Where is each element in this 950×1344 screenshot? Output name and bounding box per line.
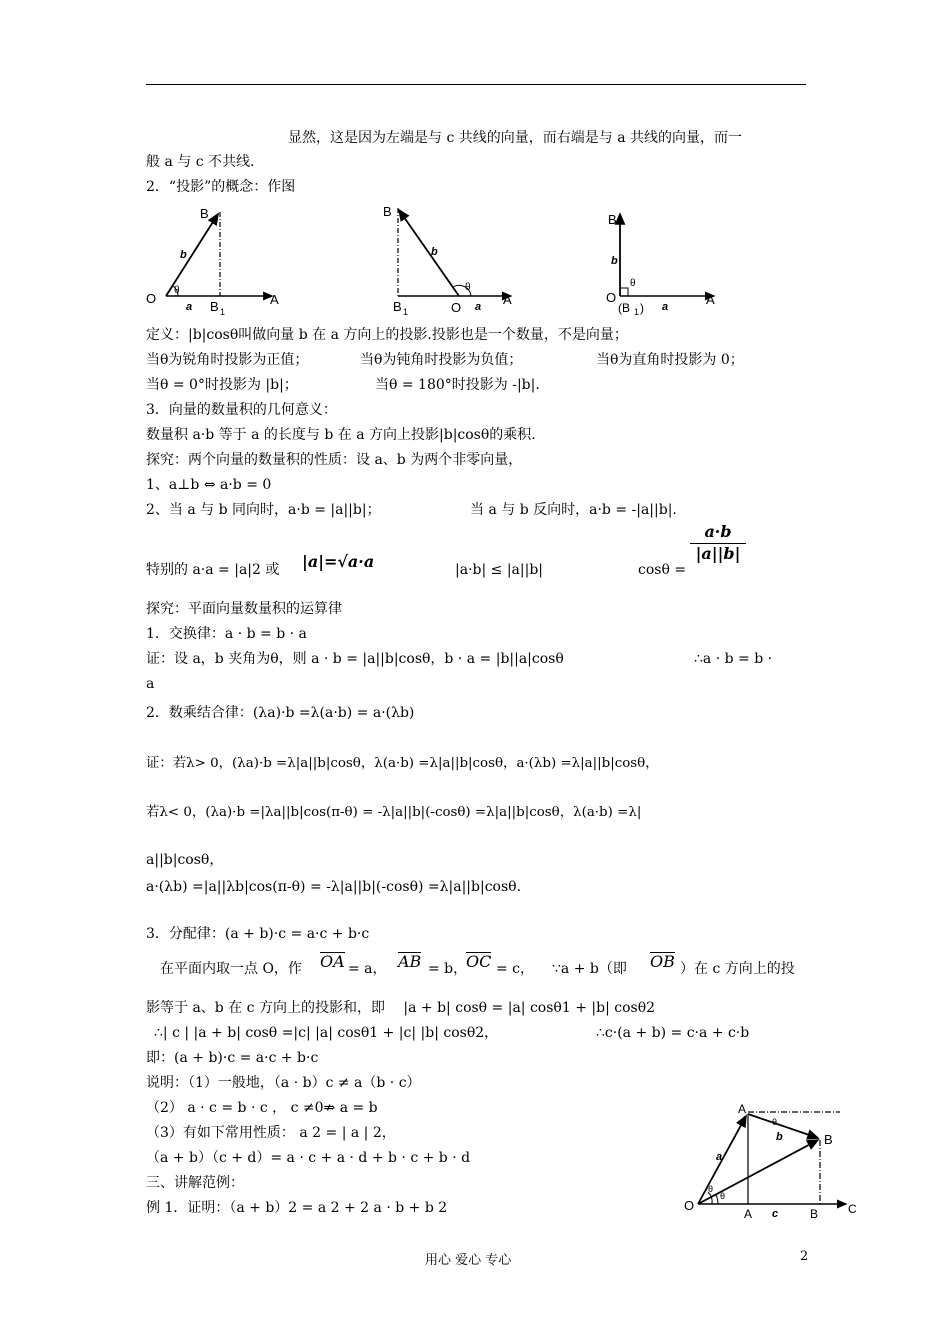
- text-line: 般 a 与 c 不共线.: [146, 154, 255, 170]
- text-line: 3．分配律：(a + b)·c = a·c + b·c: [146, 926, 370, 942]
- label-B1-close: ): [640, 301, 644, 315]
- text-line: = a，: [348, 961, 387, 977]
- text-line: 若λ< 0，(λa)·b =|λa||b|cos(π-θ) = -λ|a||b|(-cosθ) =λ|a||b|cosθ，λ(a·b) =λ|: [146, 805, 642, 820]
- section-heading: 3．向量的数量积的几何意义：: [146, 402, 337, 418]
- text-line: cosθ =: [638, 562, 687, 578]
- projection-figure-acute: [140, 200, 290, 320]
- vector-AB: AB: [398, 952, 422, 971]
- label-B1: B: [393, 299, 402, 314]
- text-line: ∴c·(a + b) = c·a + c·b: [596, 1025, 750, 1041]
- text-line: 证：若λ> 0，(λa)·b =λ|a||b|cosθ，λ(a·b) =λ|a||b|cosθ，a·(λb) =λ|a||b|cosθ，: [146, 756, 659, 771]
- label-B: B: [824, 1132, 833, 1147]
- text-line: 探究：两个向量的数量积的性质：设 a、b 为两个非零向量，: [146, 452, 523, 468]
- formula-cos-fraction: [690, 522, 746, 563]
- text-line: ）在 c 方向上的投: [680, 961, 795, 977]
- label-theta: θ: [174, 285, 180, 296]
- text-line: 当 a 与 b 反向时，a·b = -|a||b|.: [470, 502, 677, 518]
- text-line: 当θ = 0°时投影为 |b|；: [146, 377, 298, 393]
- projection-figure-right: [600, 200, 730, 320]
- page-number: 2: [800, 1249, 809, 1264]
- section-heading: 2．“投影”的概念：作图: [146, 179, 296, 195]
- text-line: 在平面内取一点 O，作: [160, 961, 302, 977]
- label-a: a: [716, 1151, 723, 1163]
- text-line: 2、当 a 与 b 同向时，a·b = |a||b|；: [146, 502, 381, 518]
- text-line: = c，: [496, 961, 535, 977]
- fraction-numerator: a·b: [690, 522, 746, 544]
- text-line: a||b|cosθ，: [146, 852, 224, 868]
- label-a: a: [662, 301, 669, 313]
- text-line: ∴| c | |a + b| cosθ =|c| |a| cosθ1 + |c| |b| cosθ2，: [154, 1025, 499, 1041]
- text-line: ∴a · b = b ·: [694, 651, 773, 667]
- vector-OB: OB: [650, 952, 675, 971]
- text-line: （2） a · c = b · c ， c ≠0⇏ a = b: [146, 1100, 378, 1116]
- label-theta2: θ: [772, 1117, 778, 1127]
- text-line: 即：(a + b)·c = a·c + b·c: [146, 1050, 319, 1066]
- label-b: b: [431, 246, 438, 258]
- text-line: |a·b| ≤ |a||b|: [455, 562, 543, 578]
- label-A: A: [744, 1207, 753, 1221]
- label-b: b: [180, 249, 187, 261]
- label-A-top: A: [738, 1102, 747, 1116]
- text-line: 当θ为直角时投影为 0；: [596, 352, 744, 368]
- text-line: 影等于 a、b 在 c 方向上的投影和，即 |a + b| cosθ = |a| cosθ1 + |b| cosθ2: [146, 1000, 656, 1016]
- text-line: a: [146, 676, 155, 692]
- label-B1: (B: [618, 301, 630, 315]
- text-line: 2．数乘结合律：(λa)·b =λ(a·b) = a·(λb): [146, 705, 415, 721]
- label-B: B: [383, 204, 392, 219]
- text-line: 例 1．证明：（a + b）2 = a 2 + 2 a · b + b 2: [146, 1200, 448, 1216]
- label-B: B: [608, 212, 617, 227]
- text-line: 探究：平面向量数量积的运算律: [146, 601, 342, 617]
- label-theta: θ: [630, 278, 636, 289]
- label-theta: θ: [465, 282, 471, 293]
- label-b: b: [611, 255, 618, 267]
- text-line: 数量积 a·b 等于 a 的长度与 b 在 a 方向上投影|b|cosθ的乘积.: [146, 427, 536, 443]
- text-line: 当θ为钝角时投影为负值；: [360, 352, 523, 368]
- label-A: A: [270, 292, 279, 307]
- label-a: a: [475, 301, 482, 313]
- label-C: C: [848, 1202, 857, 1216]
- text-line: （a + b）（c + d）= a · c + a · d + b · c + b · d: [146, 1150, 471, 1166]
- text-line: （3）有如下常用性质： a 2 = | a | 2，: [146, 1125, 396, 1141]
- label-B1-sub: 1: [634, 307, 640, 317]
- label-O: O: [606, 290, 617, 305]
- vector-OC: OC: [466, 952, 492, 971]
- section-heading: 三、讲解范例：: [146, 1175, 244, 1191]
- fraction-denominator: |a||b|: [695, 544, 741, 563]
- label-A: A: [503, 292, 512, 307]
- label-O: O: [146, 291, 157, 306]
- label-B: B: [200, 206, 209, 221]
- vector-OA: OA: [320, 952, 345, 971]
- label-B1: B: [210, 299, 219, 314]
- text-line: 当θ为锐角时投影为正值；: [146, 352, 309, 368]
- label-A: A: [706, 292, 715, 307]
- text-line: 特别的 a·a = |a|2 或: [146, 562, 280, 578]
- label-O: O: [684, 1198, 695, 1213]
- text-line: 1、a⊥b ⇔ a·b = 0: [146, 477, 272, 493]
- label-B-bottom: B: [810, 1207, 819, 1221]
- label-theta: θ: [720, 1191, 726, 1201]
- label-b: b: [776, 1131, 783, 1143]
- text-line: = b，: [428, 961, 468, 977]
- footer-motto: 用心 爱心 专心: [425, 1253, 512, 1268]
- projection-figure-obtuse: [375, 200, 525, 320]
- label-a: a: [186, 301, 193, 313]
- formula-norm: |a|=√a·a: [302, 552, 375, 571]
- text-line: ∵a + b（即: [552, 961, 627, 977]
- text-line: 显然，这是因为左端是与 c 共线的向量，而右端是与 a 共线的向量，而一: [288, 130, 742, 146]
- label-O: O: [451, 300, 462, 315]
- header-rule: [146, 84, 806, 85]
- label-c: c: [772, 1208, 779, 1220]
- text-line: a·(λb) =|a||λb|cos(π-θ) = -λ|a||b|(-cosθ) =λ|a||b|cosθ.: [146, 879, 522, 895]
- text-line: 说明：（1）一般地，（a · b）c ≠ a（b · c）: [146, 1075, 421, 1091]
- distributive-law-figure: [680, 1100, 866, 1222]
- label-B1-sub: 1: [403, 307, 409, 317]
- text-line: 证：设 a，b 夹角为θ，则 a · b = |a||b|cosθ，b · a = |b||a|cosθ: [146, 651, 564, 667]
- label-theta1: θ: [708, 1184, 714, 1194]
- text-line: 定义：|b|cosθ叫做向量 b 在 a 方向上的投影.投影也是一个数量，不是向量；: [146, 327, 628, 343]
- text-line: 1．交换律：a · b = b · a: [146, 626, 307, 642]
- text-line: 当θ = 180°时投影为 -|b|.: [375, 377, 540, 393]
- label-B1-sub: 1: [220, 307, 226, 317]
